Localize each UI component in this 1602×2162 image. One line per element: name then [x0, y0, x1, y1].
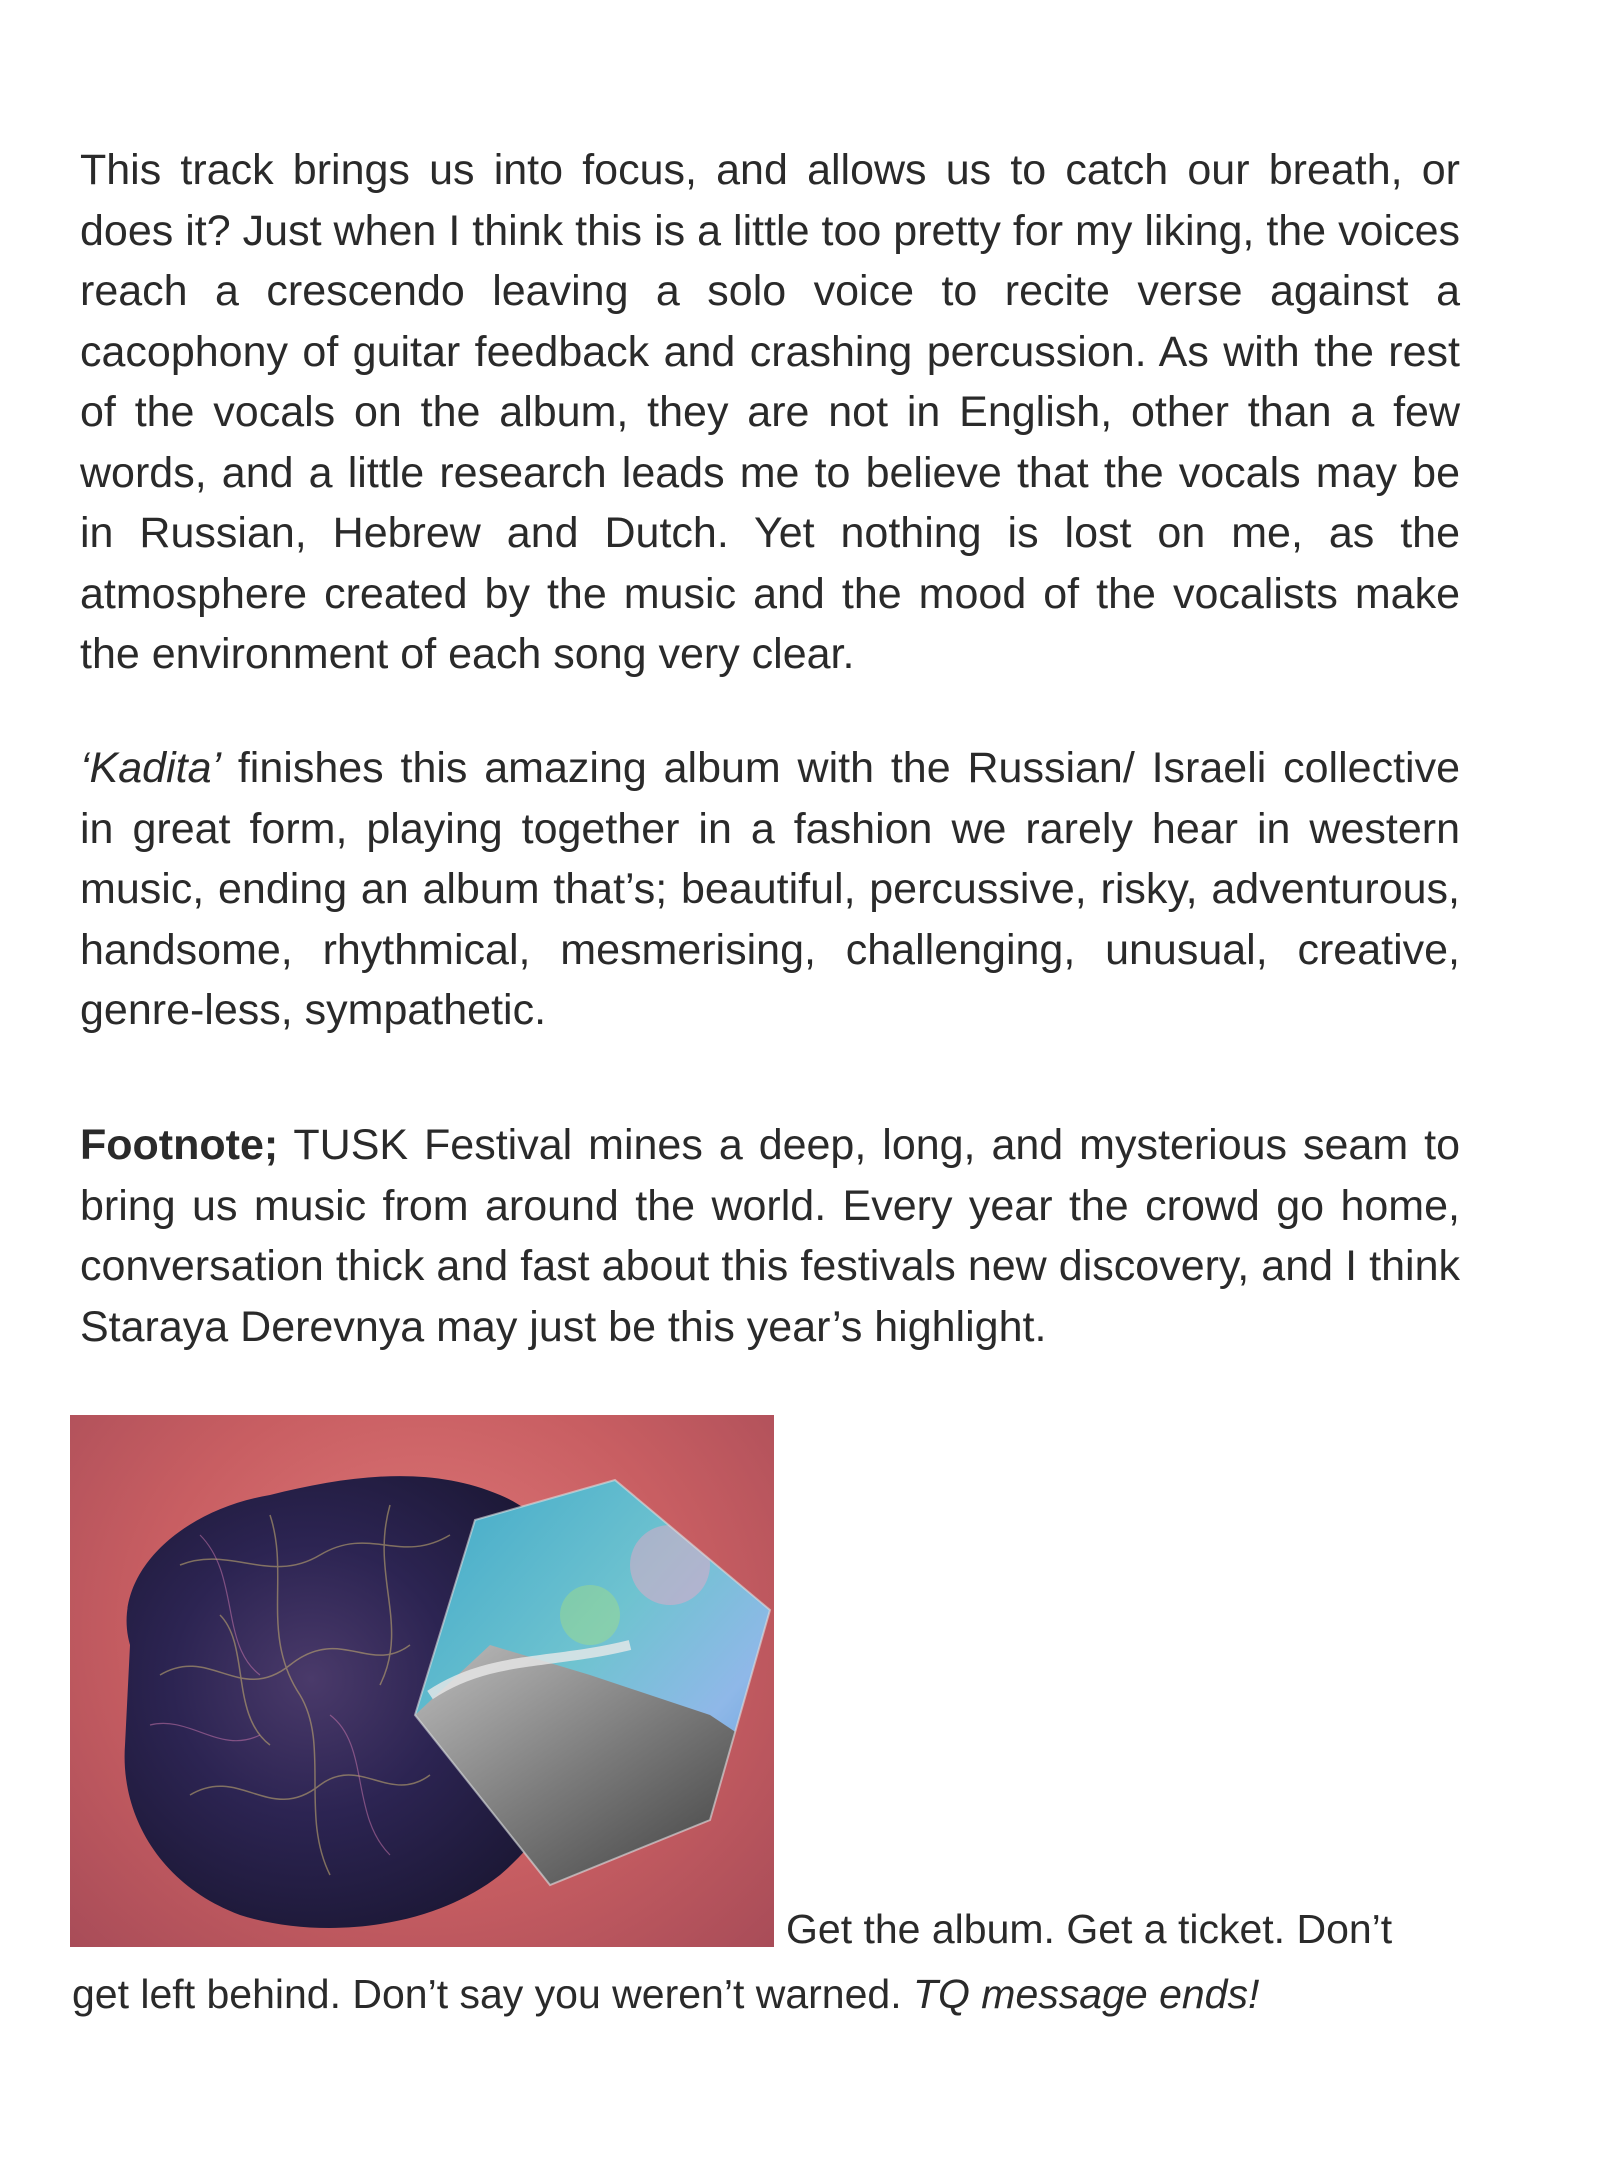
sign-off: TQ message ends! [912, 1971, 1260, 2017]
paragraph-track-review [80, 140, 1460, 685]
closing-text: get left behind. Don’t say you weren’t warned. [72, 1971, 913, 2017]
paragraph-kadita [80, 738, 1460, 1041]
closing-text: Get the album. Get a ticket. Don’t [786, 1906, 1393, 1952]
paragraph-footnote [80, 1115, 1460, 1357]
paragraph-text: finishes this amazing album with the Russian/ Israeli collective in great form, playing together in a fashion we rarely hear in western music, ending an album that’s; beautiful, percussive, risky, adventurous, handsome, rhythmical, mesmerising, challenging, unusual, creative, genre-less, sympathetic. [80, 744, 1460, 1034]
album-cover-image [70, 1415, 774, 1947]
footnote-label: Footnote; [80, 1121, 279, 1169]
track-title: ‘Kadita’ [80, 744, 222, 792]
closing-line-1 [786, 1903, 1392, 1955]
paragraph-text: This track brings us into focus, and allows us to catch our breath, or does it? Just when I think this is a little too pretty for my liking, the voices reach a crescendo leaving a solo voice to recite verse against a cacophony of guitar feedback and crashing percussion. As with the rest of the vocals on the album, they are not in English, other than a few words, and a little research leads me to believe that the vocals may be in Russian, Hebrew and Dutch. Yet nothing is lost on me, as the atmosphere created by the music and the mood of the vocalists make the environment of each song very clear. [80, 146, 1460, 678]
paragraph-text: TUSK Festival mines a deep, long, and mysterious seam to bring us music from around the world. Every year the crowd go home, conversation thick and fast about this festivals new discovery, and I think Staraya Derevnya may just be this year’s highlight. [80, 1121, 1460, 1351]
closing-line-2 [72, 1968, 1259, 2020]
